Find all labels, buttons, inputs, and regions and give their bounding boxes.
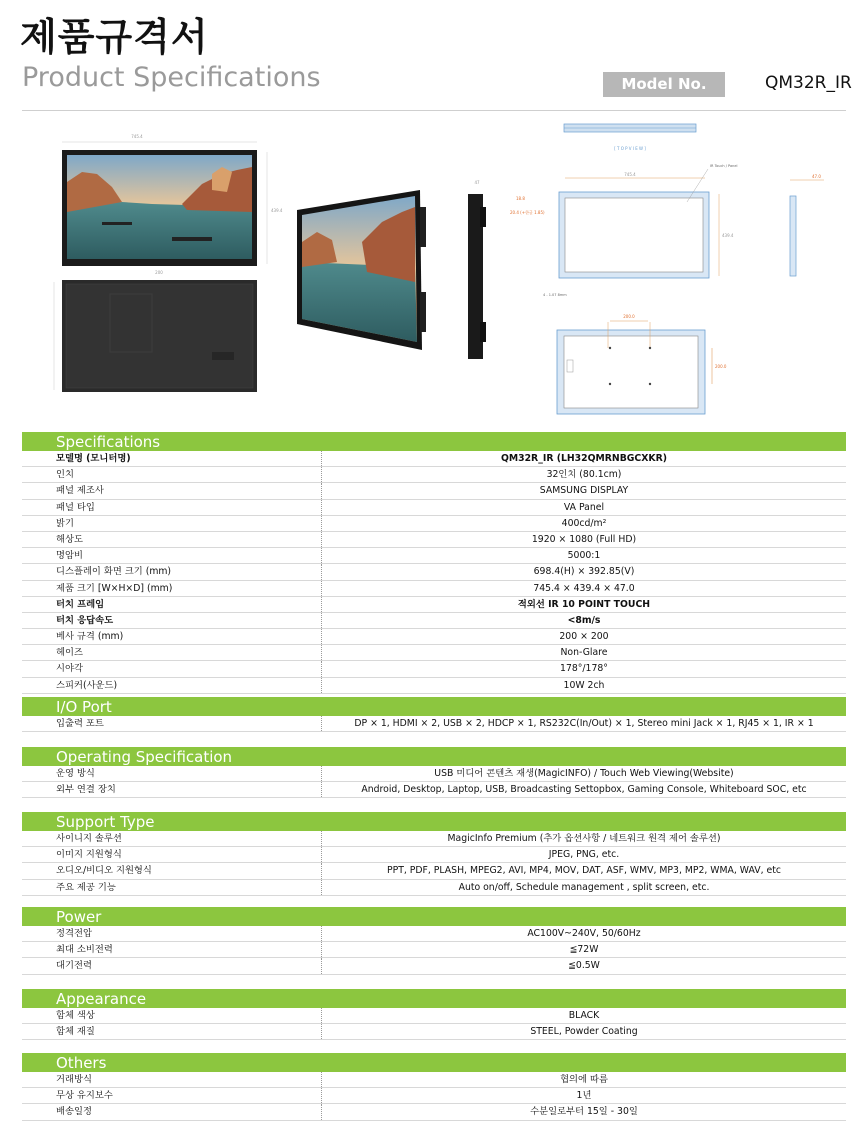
spec-section-operating — [22, 747, 846, 798]
spec-label: 터치 응답속도 — [22, 613, 322, 628]
spec-row — [22, 847, 846, 863]
spec-value: 1920 × 1080 (Full HD) — [531, 533, 637, 545]
spec-row — [22, 880, 846, 896]
spec-value: 200 × 200 — [559, 631, 609, 643]
spec-row — [22, 597, 846, 613]
tech-width-dim: 745.4 — [624, 172, 636, 177]
spec-section-io-port — [22, 697, 846, 732]
spec-label: 밝기 — [22, 516, 322, 531]
spec-row — [22, 645, 846, 661]
spec-label: 거래방식 — [22, 1072, 322, 1087]
spec-value: 적외선 IR 10 POINT TOUCH — [517, 598, 651, 610]
spec-value: QM32R_IR (LH32QMRNBGCXKR) — [500, 453, 668, 464]
spec-label: 주요 제공 기능 — [22, 880, 322, 895]
spec-label: 최대 소비전력 — [22, 942, 322, 957]
spec-row — [22, 766, 846, 782]
side-view-monitor — [468, 180, 486, 359]
page-title-english: Product Specifications — [22, 62, 321, 93]
spec-row — [22, 532, 846, 548]
tech-left-dim-2: 20.4 (+한글 1.85) — [510, 210, 545, 215]
tech-depth-dim: 47.0 — [812, 174, 821, 179]
spec-row — [22, 467, 846, 483]
spec-rows — [22, 716, 846, 732]
depth-dim: 47 — [474, 180, 480, 185]
section-header: Power — [22, 907, 846, 926]
vesa-h-dim: 200.0 — [623, 314, 635, 319]
front-width-dim: 745.4 — [131, 134, 143, 139]
spec-section-specifications — [22, 432, 846, 694]
spec-value: STEEL, Powder Coating — [530, 1026, 638, 1038]
spec-label: 모델명 (모니터명) — [22, 451, 322, 466]
spec-value: USB 미디어 콘텐츠 재생(MagicINFO) / Touch Web Viewing(Website) — [434, 768, 734, 779]
spec-label: 제품 크기 [W×H×D] (mm) — [22, 581, 322, 596]
section-header: Specifications — [22, 432, 846, 451]
spec-rows — [22, 926, 846, 975]
spec-value: Auto on/off, Schedule management , split screen, etc. — [458, 881, 710, 893]
spec-rows — [22, 451, 846, 694]
spec-value: AC100V~240V, 50/60Hz — [527, 928, 641, 939]
spec-label: 헤이즈 — [22, 645, 322, 660]
spec-value: 협의에 따름 — [560, 1074, 608, 1085]
spec-row — [22, 483, 846, 499]
spec-row — [22, 661, 846, 677]
spec-value: 745.4 × 439.4 × 47.0 — [533, 582, 635, 594]
spec-value: VA Panel — [563, 501, 605, 513]
spec-row — [22, 613, 846, 629]
spec-label: 패널 타입 — [22, 500, 322, 515]
spec-value: 698.4(H) × 392.85(V) — [533, 566, 635, 578]
front-bottom-dim: 200 — [155, 270, 163, 275]
spec-row — [22, 548, 846, 564]
spec-rows — [22, 831, 846, 896]
spec-value: 400cd/m² — [561, 517, 607, 529]
spec-value: PPT, PDF, PLASH, MPEG2, AVI, MP4, MOV, DAT, ASF, WMV, MP3, MP2, WMA, WAV, etc — [386, 865, 781, 877]
spec-value: 1년 — [576, 1090, 592, 1102]
front-view-monitor — [62, 134, 283, 275]
spec-value: 32인치 (80.1cm) — [546, 469, 622, 481]
front-height-dim: 439.4 — [271, 208, 283, 213]
spec-value: 5000:1 — [567, 550, 601, 562]
section-header: Appearance — [22, 989, 846, 1008]
spec-row — [22, 863, 846, 879]
spec-value: DP × 1, HDMI × 2, USB × 2, HDCP × 1, RS232C(In/Out) × 1, Stereo mini Jack × 1, RJ45 × 1, IR × 1 — [354, 718, 814, 729]
spec-value: <8m/s — [567, 614, 601, 626]
spec-row — [22, 629, 846, 645]
spec-row — [22, 716, 846, 732]
spec-row — [22, 958, 846, 974]
spec-value: JPEG, PNG, etc. — [548, 849, 620, 861]
spec-label: 배송일정 — [22, 1104, 322, 1119]
spec-label: 디스플레이 화면 크기 (mm) — [22, 564, 322, 579]
spec-label: 외부 연결 장치 — [22, 782, 322, 797]
tech-left-dim-1: 18.8 — [516, 196, 525, 201]
spec-label: 운영 방식 — [22, 766, 322, 781]
spec-row — [22, 451, 846, 467]
spec-row — [22, 581, 846, 597]
spec-label: 인치 — [22, 467, 322, 482]
spec-label: 정격전압 — [22, 926, 322, 941]
product-images — [22, 112, 846, 430]
back-view-monitor — [54, 280, 257, 392]
spec-value: ≦72W — [569, 944, 599, 956]
spec-value: 수분일로부터 15일 - 30일 — [530, 1106, 638, 1118]
page-title-korean: 제품규격서 — [20, 15, 209, 59]
tech-touch-note: IR Touch / Panel — [710, 164, 738, 168]
spec-row — [22, 516, 846, 532]
spec-rows — [22, 1072, 846, 1121]
spec-row — [22, 831, 846, 847]
spec-label: 터치 프레임 — [22, 597, 322, 612]
section-header: Support Type — [22, 812, 846, 831]
spec-row — [22, 500, 846, 516]
spec-label: 함체 색상 — [22, 1008, 322, 1023]
vesa-v-dim: 200.0 — [715, 364, 727, 369]
spec-row — [22, 1072, 846, 1088]
spec-label: 사이니지 솔루션 — [22, 831, 322, 846]
technical-drawings — [510, 124, 824, 414]
spec-value: MagicInfo Premium (추가 옵션사항 / 네트워크 원격 제어 솔루션) — [447, 833, 721, 844]
spec-label: 함체 재질 — [22, 1024, 322, 1039]
spec-label: 무상 유지보수 — [22, 1088, 322, 1103]
spec-rows — [22, 1008, 846, 1040]
spec-row — [22, 564, 846, 580]
spec-label: 대기전력 — [22, 958, 322, 973]
spec-row — [22, 1024, 846, 1040]
spec-row — [22, 942, 846, 958]
spec-label: 스피커(사운드) — [22, 678, 322, 693]
spec-row — [22, 678, 846, 694]
spec-value: Non-Glare — [560, 647, 608, 659]
spec-rows — [22, 766, 846, 798]
section-header: Others — [22, 1053, 846, 1072]
spec-label: 명암비 — [22, 548, 322, 563]
spec-section-support-type — [22, 812, 846, 896]
angled-view-monitor — [297, 190, 426, 350]
spec-row — [22, 1088, 846, 1104]
spec-section-appearance — [22, 989, 846, 1040]
spec-section-others — [22, 1053, 846, 1121]
top-view-label: [ T O P V I E W ] — [614, 146, 646, 151]
spec-value: ≦0.5W — [568, 960, 600, 972]
spec-label: 오디오/비디오 지원형식 — [22, 863, 322, 878]
spec-label: 해상도 — [22, 532, 322, 547]
spec-value: Android, Desktop, Laptop, USB, Broadcasting Settopbox, Gaming Console, Whiteboard SOC, etc — [361, 784, 807, 796]
tech-hole-note: 4 - 1.07 8mm — [543, 293, 567, 297]
spec-label: 입출력 포트 — [22, 716, 322, 731]
spec-section-power — [22, 907, 846, 975]
section-header: Operating Specification — [22, 747, 846, 766]
spec-row — [22, 1008, 846, 1024]
tech-height-dim: 439.4 — [722, 233, 734, 238]
spec-label: 베사 규격 (mm) — [22, 629, 322, 644]
spec-value: BLACK — [568, 1010, 600, 1021]
spec-value: SAMSUNG DISPLAY — [539, 485, 629, 497]
spec-row — [22, 926, 846, 942]
spec-row — [22, 1104, 846, 1120]
spec-label: 패널 제조사 — [22, 483, 322, 498]
spec-value: 178°/178° — [560, 663, 608, 675]
spec-label: 이미지 지원형식 — [22, 847, 322, 862]
spec-label: 시야각 — [22, 661, 322, 676]
section-header: I/O Port — [22, 697, 846, 716]
model-number-value: QM32R_IR — [765, 73, 852, 93]
model-number-label: Model No. — [603, 72, 725, 97]
spec-value: 10W 2ch — [563, 679, 605, 691]
spec-row — [22, 782, 846, 798]
header-divider — [22, 110, 846, 111]
